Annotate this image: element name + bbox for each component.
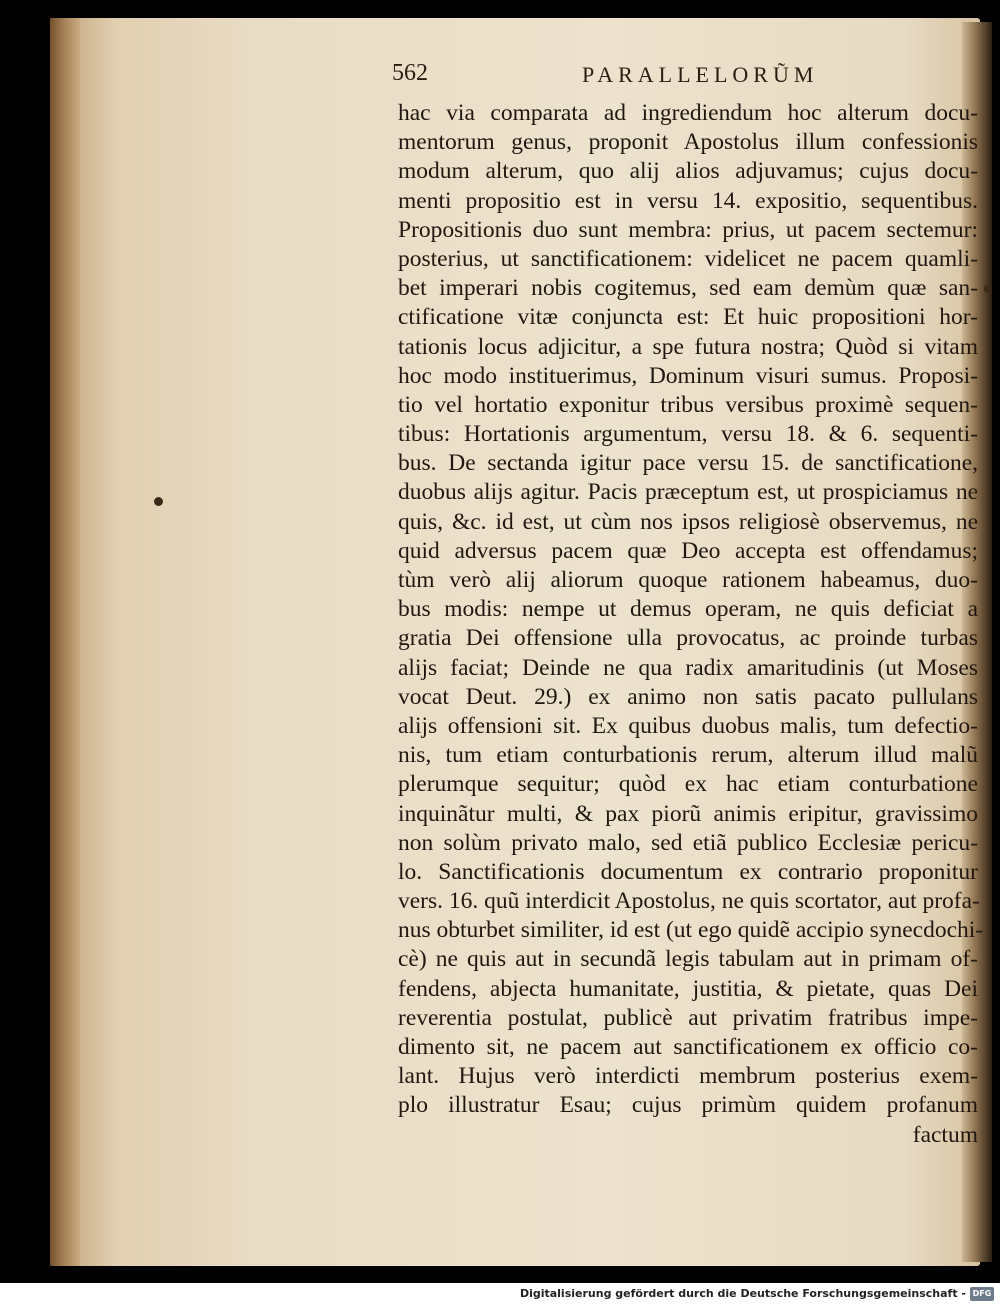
footer-bar [0,1283,1000,1305]
text-line: tùm verò alij aliorum quoque rationem habeamus, duo- [398,567,978,593]
text-line: non solùm privato malo, sed etiã publico Ecclesiæ pericu- [398,829,978,856]
text-line: duobus alijs agitur. Pacis præceptum est, ut prospiciamus ne [398,479,978,506]
ink-spot [154,497,163,506]
text-line: plo illustratur Esau; cujus primùm quidem profanum [398,1092,978,1119]
text-line: cè) ne quis aut in secundã legis tabulam aut in primam of- [398,946,978,973]
text-line: lo. Sanctificationis documentum ex contrario proponitur [398,858,978,885]
text-line: bus modis: nempe ut demus operam, ne quis deficiat a [398,596,978,623]
text-line: inquinãtur multi, & pax piorũ animis eripitur, gravissimo [398,800,978,827]
text-line: hoc modo instituerimus, Dominum visuri sumus. Proposi- [398,362,978,389]
text-line: nus obturbet similiter, id est (ut ego quidẽ accipio synecdochi- [398,917,984,944]
page-number: 562 [392,60,428,86]
dfg-logo: DFG [970,1287,994,1301]
text-line: hac via comparata ad ingrediendum hoc alterum docu- [398,100,978,126]
text-line: tationis locus adjicitur, a spe futura nostra; Quòd si vitam [398,333,978,360]
text-line: plerumque sequitur; quòd ex hac etiam conturbatione [398,771,978,798]
text-line: bet imperari nobis cogitemus, sed eam demùm quæ san- [398,275,978,302]
text-line: lant. Hujus verò interdicti membrum posterius exem- [398,1063,978,1090]
text-line: modum alterum, quo alij alios adjuvamus; cujus docu- [398,158,978,185]
text-line: dimento sit, ne pacem aut sanctificationem ex officio co- [398,1034,978,1060]
text-line: alijs offensioni sit. Ex quibus duobus malis, tum defectio- [398,712,978,739]
text-line: quid adversus pacem quæ Deo accepta est offendamus; [398,537,978,564]
page-gutter-shadow [50,18,80,1266]
text-line: menti propositio est in versu 14. expositio, sequentibus. [398,187,978,214]
text-line: nis, tum etiam conturbationis rerum, alterum illud malũ [398,742,978,769]
text-line: fendens, abjecta humanitate, justitia, & pietate, quas Dei [398,975,978,1002]
text-line: Propositionis duo sunt membra: prius, ut pacem sectemur: [398,216,978,243]
body-text [398,99,984,1150]
text-line: posterius, ut sanctificationem: videlicet ne pacem quamli- [398,245,978,272]
text-line: alijs faciat; Deinde ne qua radix amaritudinis (ut Moses [398,654,978,681]
text-line: gratia Dei offensione ulla provocatus, ac proinde turbas [398,625,978,652]
ink-spot [984,285,991,293]
running-head: PARALLELORŨM [582,62,819,87]
text-line: ctificatione vitæ conjuncta est: Et huic propositioni hor- [398,304,978,331]
funding-credit: Digitalisierung gefördert durch die Deutsche Forschungsgemeinschaft - [519,1287,966,1300]
text-line: mentorum genus, proponit Apostolus illum confessionis [398,129,978,156]
text-line: tio vel hortatio exponitur tribus versibus proximè sequen- [398,391,978,418]
text-line: reverentia postulat, publicè aut privatim fratribus impe- [398,1004,978,1031]
text-line: factum [912,1121,978,1148]
text-line: vocat Deut. 29.) ex animo non satis pacato pullulans [398,683,978,710]
text-line: vers. 16. quũ interdicit Apostolus, ne quis scortator, aut profa- [398,888,980,915]
text-line: tibus: Hortationis argumentum, versu 18. & 6. sequenti- [398,421,978,448]
text-line: bus. De sectanda igitur pace versu 15. de sanctificatione, [398,450,978,477]
page-header [392,58,972,94]
text-line: quis, &c. id est, ut cùm nos ipsos religiosè observemus, ne [398,508,978,535]
